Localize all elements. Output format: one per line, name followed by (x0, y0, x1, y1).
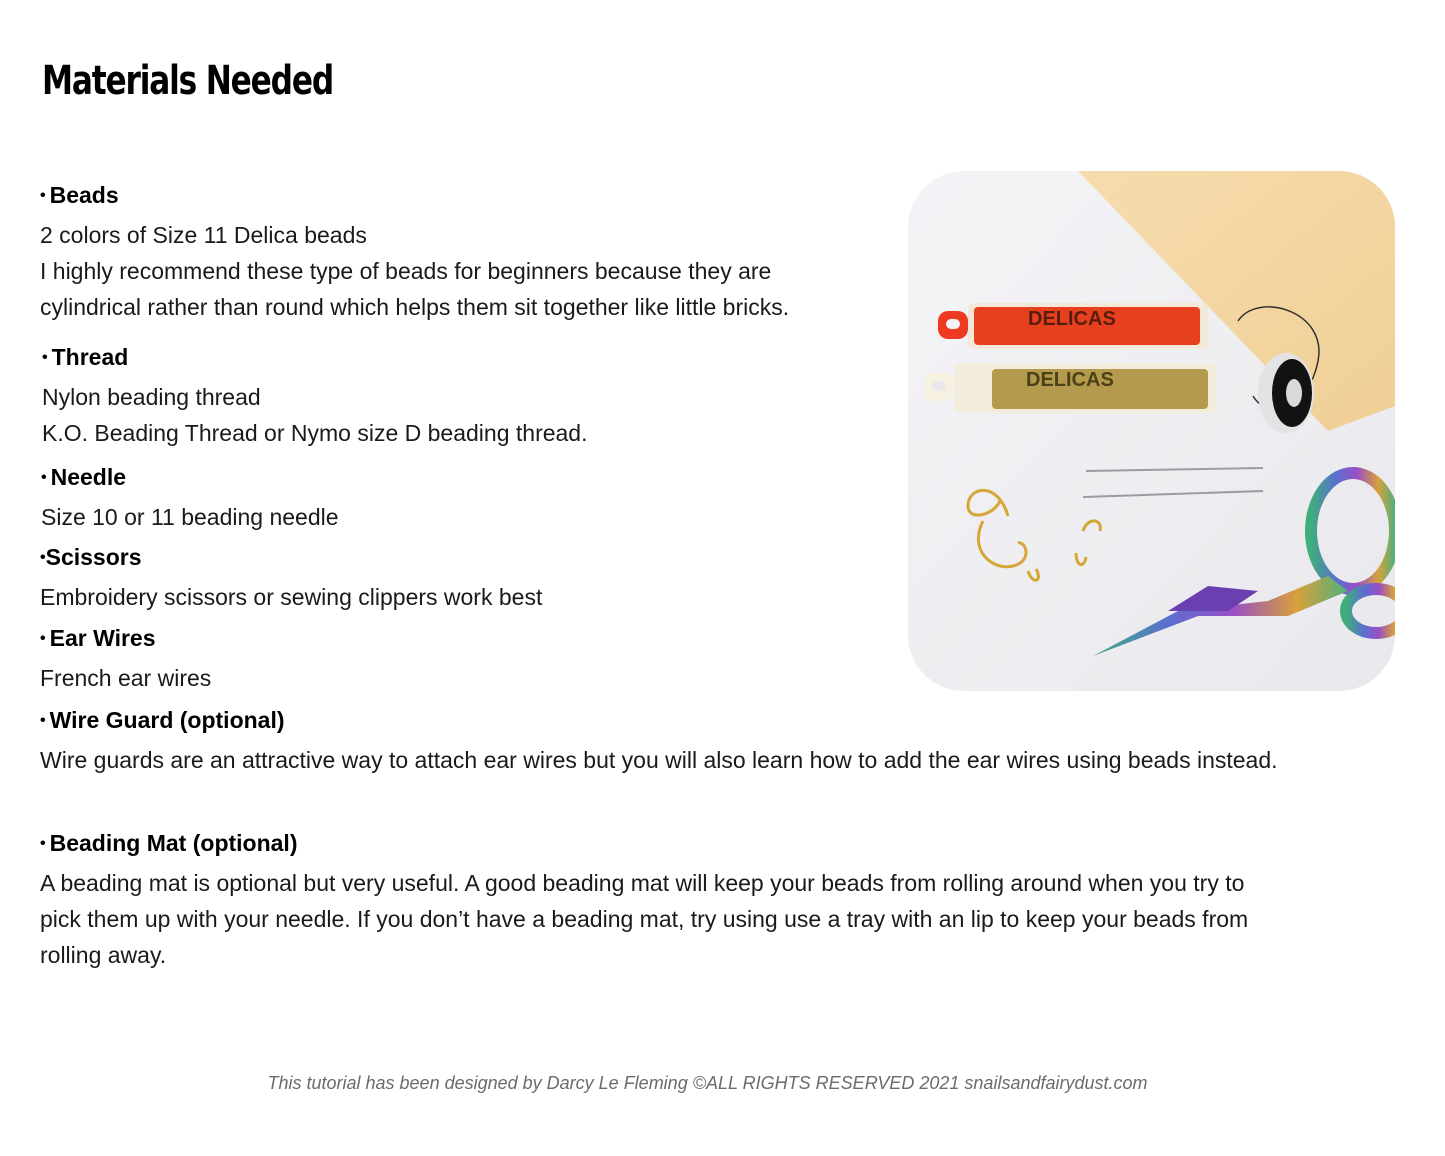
bullet-icon: • (40, 187, 46, 204)
bullet-icon: • (40, 630, 46, 647)
heading-text: Thread (51, 344, 129, 370)
item-text: Nylon beading thread (42, 384, 261, 410)
footer-copyright: This tutorial has been designed by Darcy Le Fleming ©ALL RIGHTS RESERVED 2021 snailsandfairydust.com (267, 1073, 1148, 1093)
bullet-icon: • (42, 349, 48, 366)
gold-bead-tube (924, 363, 1216, 413)
bullet-icon: • (41, 469, 47, 486)
materials-item-wire-guard (40, 702, 1340, 778)
item-text: pick them up with your needle. If you don’t have a beading mat, try using use a tray with an lip to keep your beads from (40, 906, 1249, 932)
item-text: rolling away. (40, 942, 167, 968)
item-heading (40, 825, 1340, 865)
bullet-icon: • (40, 712, 46, 729)
tube-label: DELICAS (1028, 308, 1116, 330)
bullet-icon: • (40, 835, 46, 852)
heading-text: Beads (49, 182, 119, 208)
item-text: A beading mat is optional but very useful. A good beading mat will keep your beads from rolling around when you try to (40, 870, 1245, 896)
page-title: Materials Needed (42, 58, 333, 104)
item-text: Embroidery scissors or sewing clippers work best (40, 584, 543, 610)
tube-label: DELICAS (1026, 369, 1114, 391)
materials-photo (908, 171, 1395, 691)
item-text: French ear wires (40, 665, 212, 691)
item-heading (40, 702, 1340, 742)
materials-item-beading-mat (40, 825, 1340, 973)
heading-text: Beading Mat (optional) (49, 830, 298, 856)
heading-text: Ear Wires (49, 625, 156, 651)
item-text: Wire guards are an attractive way to attach ear wires but you will also learn how to add the ear wires using beads instead. (40, 747, 1278, 773)
item-text: Size 10 or 11 beading needle (41, 504, 339, 530)
item-text: 2 colors of Size 11 Delica beads (40, 222, 367, 248)
item-text: cylindrical rather than round which helps them sit together like little bricks. (40, 294, 790, 320)
heading-text: Needle (50, 464, 127, 490)
heading-text: Scissors (45, 544, 142, 570)
red-bead-tube (938, 303, 1208, 349)
bullet-icon: • (40, 549, 46, 566)
item-text: K.O. Beading Thread or Nymo size D beading thread. (42, 420, 588, 446)
heading-text: Wire Guard (optional) (49, 707, 285, 733)
item-text: I highly recommend these type of beads for beginners because they are (40, 258, 772, 284)
